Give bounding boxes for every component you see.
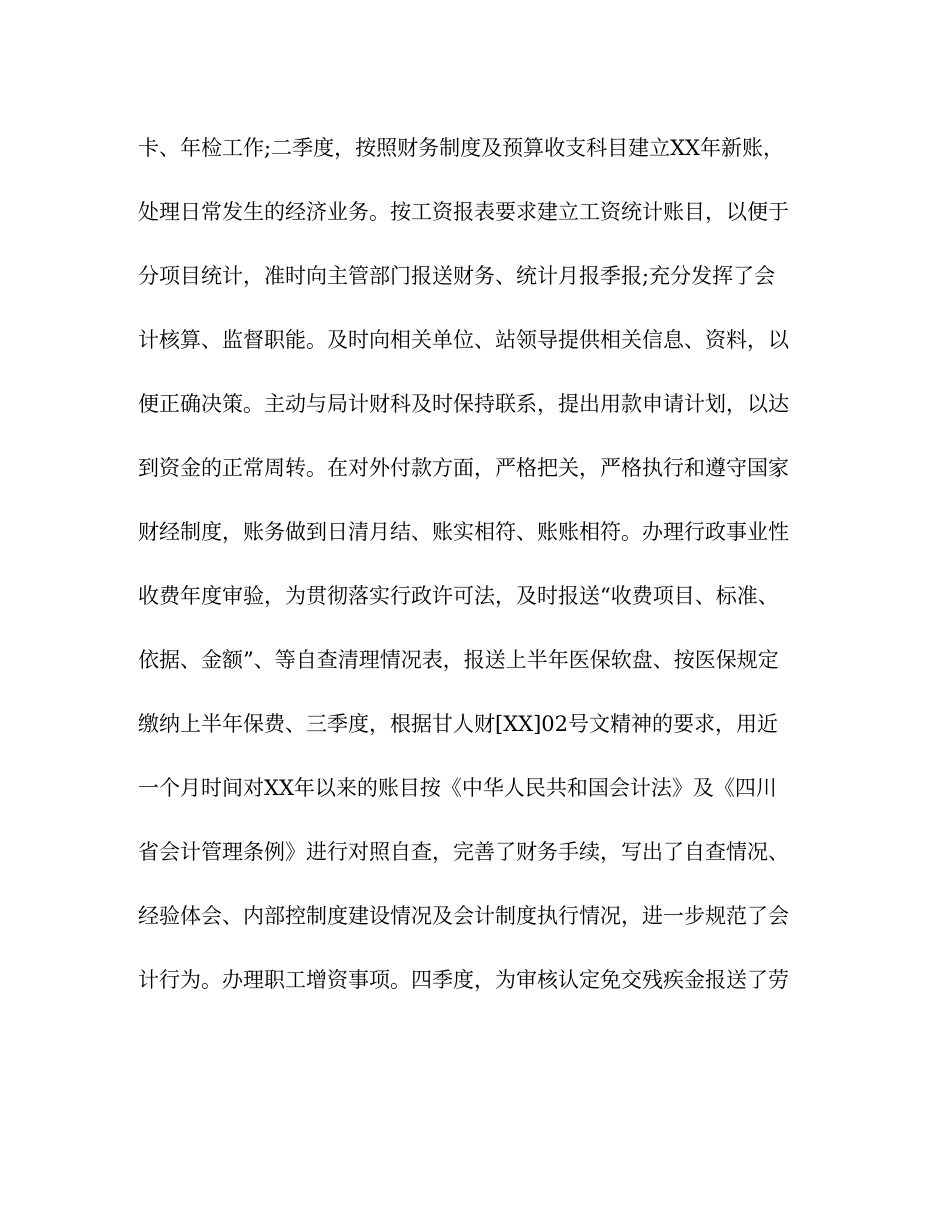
text-line: 依据、金额”、等自查清理情况表，报送上半年医保软盘、按医保规定 xyxy=(138,648,779,672)
text-line: 计核算、监督职能。及时向相关单位、站领导提供相关信息、资料，以 xyxy=(138,328,789,352)
text-line: 到资金的正常周转。在对外付款方面，严格把关，严格执行和遵守国家 xyxy=(138,456,789,480)
text-line: 卡、年检工作;二季度，按照财务制度及预算收支科目建立XX年新账， xyxy=(138,136,784,160)
text-line: 一个月时间对XX年以来的账目按《中华人民共和国会计法》及《四川 xyxy=(138,776,777,800)
text-line: 缴纳上半年保费、三季度，根据甘人财[XX]02号文精神的要求，用近 xyxy=(138,712,779,736)
text-line: 财经制度，账务做到日清月结、账实相符、账账相符。办理行政事业性 xyxy=(138,520,789,544)
text-line: 省会计管理条例》进行对照自查，完善了财务手续，写出了自查情况、 xyxy=(138,840,789,864)
text-line: 经验体会、内部控制度建设情况及会计制度执行情况，进一步规范了会 xyxy=(138,904,789,928)
text-line: 分项目统计，准时向主管部门报送财务、统计月报季报;充分发挥了会 xyxy=(138,264,776,288)
text-line: 处理日常发生的经济业务。按工资报表要求建立工资统计账目，以便于 xyxy=(138,200,789,224)
text-line: 收费年度审验，为贯彻落实行政许可法，及时报送“收费项目、标准、 xyxy=(138,584,779,608)
text-line: 计行为。办理职工增资事项。四季度，为审核认定免交残疾金报送了劳 xyxy=(138,968,789,992)
text-line: 便正确决策。主动与局计财科及时保持联系，提出用款申请计划，以达 xyxy=(138,392,789,416)
